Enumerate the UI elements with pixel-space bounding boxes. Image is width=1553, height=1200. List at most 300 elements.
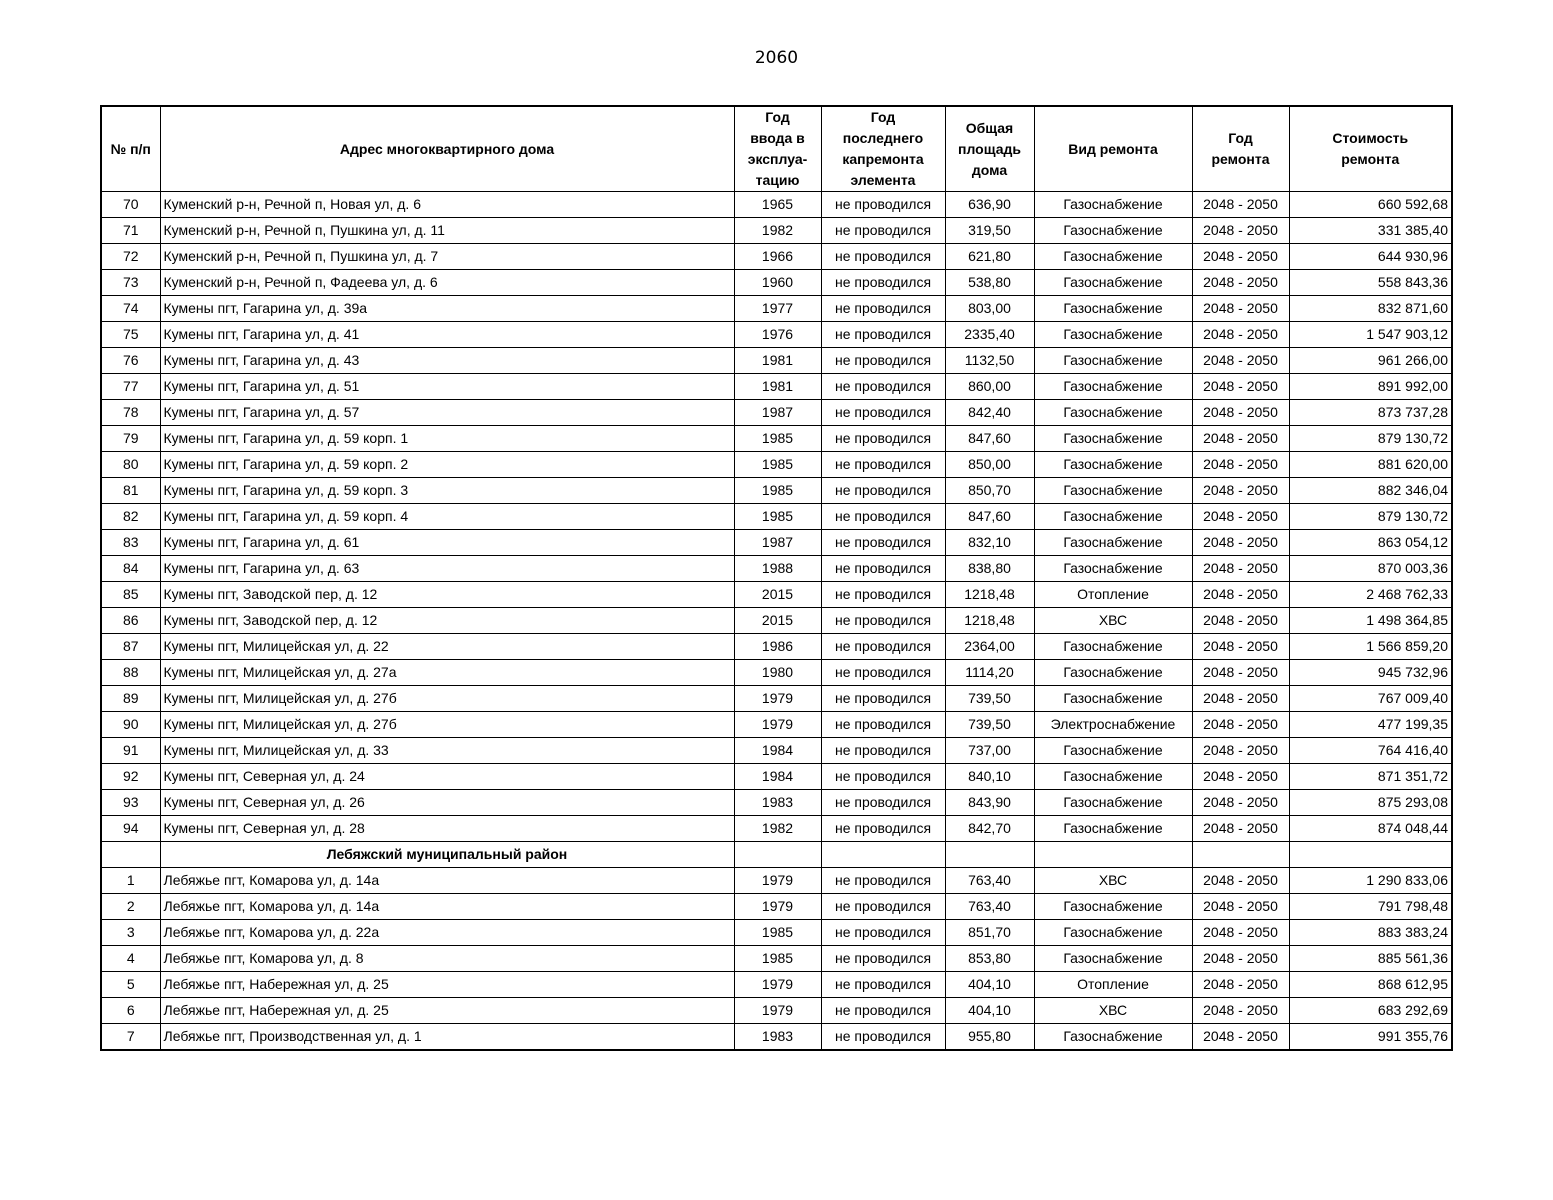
cell-repair-year: 2048 - 2050	[1192, 374, 1289, 400]
cell-num: 83	[101, 530, 160, 556]
cell-cost: 883 383,24	[1289, 920, 1452, 946]
cell-cost: 882 346,04	[1289, 478, 1452, 504]
table-row	[101, 374, 1452, 400]
cell-address: Лебяжье пгт, Набережная ул, д. 25	[160, 998, 734, 1024]
cell-year-built: 1985	[734, 452, 821, 478]
cell-repair-type: Газоснабжение	[1034, 400, 1192, 426]
cell-cost: 683 292,69	[1289, 998, 1452, 1024]
cell-repair-type: Газоснабжение	[1034, 816, 1192, 842]
cell-num: 74	[101, 296, 160, 322]
cell-cost: 1 498 364,85	[1289, 608, 1452, 634]
cell-repair-type: Газоснабжение	[1034, 504, 1192, 530]
cell-last-repair: не проводился	[821, 998, 945, 1024]
cell-repair-type: Газоснабжение	[1034, 218, 1192, 244]
cell-area: 850,00	[945, 452, 1034, 478]
table-row	[101, 452, 1452, 478]
table-row	[101, 608, 1452, 634]
cell-repair-year: 2048 - 2050	[1192, 868, 1289, 894]
cell-area: 840,10	[945, 764, 1034, 790]
cell-year-built: 1985	[734, 946, 821, 972]
table-row	[101, 504, 1452, 530]
empty-cell	[734, 842, 821, 868]
cell-year-built: 1982	[734, 816, 821, 842]
cell-address: Кумены пгт, Гагарина ул, д. 59 корп. 3	[160, 478, 734, 504]
cell-cost: 1 566 859,20	[1289, 634, 1452, 660]
cell-year-built: 1960	[734, 270, 821, 296]
table-row	[101, 400, 1452, 426]
cell-repair-type: ХВС	[1034, 868, 1192, 894]
table-row	[101, 348, 1452, 374]
cell-repair-year: 2048 - 2050	[1192, 660, 1289, 686]
cell-repair-year: 2048 - 2050	[1192, 686, 1289, 712]
cell-num: 94	[101, 816, 160, 842]
table-row	[101, 1024, 1452, 1051]
cell-cost: 891 992,00	[1289, 374, 1452, 400]
cell-repair-year: 2048 - 2050	[1192, 270, 1289, 296]
cell-repair-type: Газоснабжение	[1034, 660, 1192, 686]
cell-repair-type: ХВС	[1034, 998, 1192, 1024]
cell-cost: 874 048,44	[1289, 816, 1452, 842]
cell-year-built: 1979	[734, 686, 821, 712]
cell-last-repair: не проводился	[821, 868, 945, 894]
repair-register-table	[100, 105, 1453, 1051]
cell-repair-type: Газоснабжение	[1034, 920, 1192, 946]
cell-address: Кумены пгт, Гагарина ул, д. 61	[160, 530, 734, 556]
header-line: последнего	[842, 130, 924, 146]
cell-repair-year: 2048 - 2050	[1192, 998, 1289, 1024]
page-number: 2060	[754, 48, 799, 68]
cell-repair-type: Газоснабжение	[1034, 946, 1192, 972]
section-row	[101, 842, 1452, 868]
empty-cell	[1192, 842, 1289, 868]
header-cost	[1289, 106, 1452, 192]
cell-repair-type: Газоснабжение	[1034, 764, 1192, 790]
cell-num: 85	[101, 582, 160, 608]
cell-num: 91	[101, 738, 160, 764]
cell-area: 832,10	[945, 530, 1034, 556]
cell-last-repair: не проводился	[821, 582, 945, 608]
cell-last-repair: не проводился	[821, 426, 945, 452]
cell-cost: 791 798,48	[1289, 894, 1452, 920]
empty-cell	[1034, 842, 1192, 868]
header-line: тацию	[755, 172, 800, 188]
cell-num: 84	[101, 556, 160, 582]
table-row	[101, 270, 1452, 296]
cell-cost: 879 130,72	[1289, 426, 1452, 452]
table-row	[101, 998, 1452, 1024]
cell-area: 803,00	[945, 296, 1034, 322]
cell-area: 636,90	[945, 192, 1034, 218]
table-row	[101, 686, 1452, 712]
cell-repair-year: 2048 - 2050	[1192, 478, 1289, 504]
header-line: Год	[765, 109, 790, 125]
cell-repair-year: 2048 - 2050	[1192, 244, 1289, 270]
cell-repair-type: Газоснабжение	[1034, 686, 1192, 712]
header-line: капремонта	[842, 151, 924, 167]
cell-cost: 945 732,96	[1289, 660, 1452, 686]
cell-repair-year: 2048 - 2050	[1192, 452, 1289, 478]
header-line: площадь	[958, 140, 1021, 157]
cell-last-repair: не проводился	[821, 322, 945, 348]
cell-repair-year: 2048 - 2050	[1192, 504, 1289, 530]
cell-area: 853,80	[945, 946, 1034, 972]
cell-num: 79	[101, 426, 160, 452]
cell-year-built: 1984	[734, 764, 821, 790]
cell-cost: 660 592,68	[1289, 192, 1452, 218]
cell-cost: 881 620,00	[1289, 452, 1452, 478]
cell-address: Кумены пгт, Гагарина ул, д. 59 корп. 1	[160, 426, 734, 452]
cell-repair-type: Отопление	[1034, 972, 1192, 998]
cell-area: 1218,48	[945, 582, 1034, 608]
table-row	[101, 192, 1452, 218]
cell-repair-type: ХВС	[1034, 608, 1192, 634]
cell-repair-year: 2048 - 2050	[1192, 530, 1289, 556]
header-line: ремонта	[1341, 151, 1400, 167]
cell-area: 955,80	[945, 1024, 1034, 1051]
cell-repair-type: Газоснабжение	[1034, 426, 1192, 452]
header-line: ремонта	[1211, 151, 1270, 167]
cell-repair-year: 2048 - 2050	[1192, 634, 1289, 660]
cell-address: Кумены пгт, Гагарина ул, д. 63	[160, 556, 734, 582]
table-row	[101, 816, 1452, 842]
cell-year-built: 1979	[734, 894, 821, 920]
cell-num: 86	[101, 608, 160, 634]
header-line: ввода в	[750, 130, 805, 146]
cell-repair-year: 2048 - 2050	[1192, 920, 1289, 946]
cell-area: 739,50	[945, 712, 1034, 738]
cell-last-repair: не проводился	[821, 894, 945, 920]
cell-num: 1	[101, 868, 160, 894]
cell-last-repair: не проводился	[821, 686, 945, 712]
cell-year-built: 1979	[734, 868, 821, 894]
empty-cell	[821, 842, 945, 868]
cell-repair-type: Газоснабжение	[1034, 322, 1192, 348]
cell-area: 847,60	[945, 426, 1034, 452]
cell-year-built: 1979	[734, 972, 821, 998]
cell-last-repair: не проводился	[821, 764, 945, 790]
cell-num: 92	[101, 764, 160, 790]
cell-area: 1218,48	[945, 608, 1034, 634]
cell-last-repair: не проводился	[821, 530, 945, 556]
cell-repair-year: 2048 - 2050	[1192, 400, 1289, 426]
cell-address: Кумены пгт, Милицейская ул, д. 27а	[160, 660, 734, 686]
table-row	[101, 790, 1452, 816]
cell-last-repair: не проводился	[821, 270, 945, 296]
table-row	[101, 738, 1452, 764]
empty-cell	[1289, 842, 1452, 868]
cell-cost: 1 290 833,06	[1289, 868, 1452, 894]
cell-last-repair: не проводился	[821, 478, 945, 504]
cell-address: Кумены пгт, Северная ул, д. 28	[160, 816, 734, 842]
cell-address: Лебяжье пгт, Производственная ул, д. 1	[160, 1024, 734, 1051]
cell-address: Кумены пгт, Гагарина ул, д. 57	[160, 400, 734, 426]
cell-repair-type: Электроснабжение	[1034, 712, 1192, 738]
table-row	[101, 296, 1452, 322]
cell-repair-type: Газоснабжение	[1034, 296, 1192, 322]
table-row	[101, 530, 1452, 556]
cell-repair-type: Газоснабжение	[1034, 478, 1192, 504]
cell-num: 82	[101, 504, 160, 530]
cell-area: 860,00	[945, 374, 1034, 400]
cell-address: Кумены пгт, Заводской пер, д. 12	[160, 582, 734, 608]
cell-num: 70	[101, 192, 160, 218]
cell-cost: 832 871,60	[1289, 296, 1452, 322]
cell-year-built: 1982	[734, 218, 821, 244]
cell-cost: 644 930,96	[1289, 244, 1452, 270]
table-row	[101, 426, 1452, 452]
cell-repair-year: 2048 - 2050	[1192, 556, 1289, 582]
cell-repair-year: 2048 - 2050	[1192, 426, 1289, 452]
cell-year-built: 1987	[734, 530, 821, 556]
cell-address: Куменский р-н, Речной п, Пушкина ул, д. 11	[160, 218, 734, 244]
cell-cost: 2 468 762,33	[1289, 582, 1452, 608]
cell-repair-type: Газоснабжение	[1034, 244, 1192, 270]
cell-repair-year: 2048 - 2050	[1192, 738, 1289, 764]
cell-repair-type: Газоснабжение	[1034, 738, 1192, 764]
header-last-repair	[821, 106, 945, 192]
header-line: Стоимость	[1332, 130, 1409, 146]
empty-cell	[101, 842, 160, 868]
table-row	[101, 764, 1452, 790]
cell-last-repair: не проводился	[821, 348, 945, 374]
cell-repair-type: Газоснабжение	[1034, 556, 1192, 582]
cell-num: 75	[101, 322, 160, 348]
cell-address: Кумены пгт, Гагарина ул, д. 59 корп. 4	[160, 504, 734, 530]
cell-num: 6	[101, 998, 160, 1024]
cell-area: 851,70	[945, 920, 1034, 946]
cell-cost: 331 385,40	[1289, 218, 1452, 244]
table-row	[101, 946, 1452, 972]
cell-num: 89	[101, 686, 160, 712]
header-row	[101, 106, 1452, 192]
cell-year-built: 1979	[734, 712, 821, 738]
cell-last-repair: не проводился	[821, 400, 945, 426]
cell-year-built: 1980	[734, 660, 821, 686]
cell-cost: 873 737,28	[1289, 400, 1452, 426]
cell-year-built: 1984	[734, 738, 821, 764]
header-line: элемента	[850, 172, 916, 188]
cell-repair-year: 2048 - 2050	[1192, 894, 1289, 920]
cell-num: 7	[101, 1024, 160, 1051]
cell-year-built: 1977	[734, 296, 821, 322]
cell-cost: 863 054,12	[1289, 530, 1452, 556]
cell-area: 1132,50	[945, 348, 1034, 374]
cell-area: 842,40	[945, 400, 1034, 426]
cell-area: 763,40	[945, 868, 1034, 894]
cell-last-repair: не проводился	[821, 738, 945, 764]
cell-repair-year: 2048 - 2050	[1192, 296, 1289, 322]
table-row	[101, 660, 1452, 686]
cell-repair-year: 2048 - 2050	[1192, 608, 1289, 634]
cell-year-built: 1981	[734, 374, 821, 400]
cell-year-built: 1965	[734, 192, 821, 218]
cell-address: Кумены пгт, Гагарина ул, д. 51	[160, 374, 734, 400]
cell-area: 2335,40	[945, 322, 1034, 348]
cell-area: 763,40	[945, 894, 1034, 920]
cell-address: Кумены пгт, Гагарина ул, д. 43	[160, 348, 734, 374]
cell-last-repair: не проводился	[821, 972, 945, 998]
cell-cost: 871 351,72	[1289, 764, 1452, 790]
cell-num: 78	[101, 400, 160, 426]
cell-year-built: 1981	[734, 348, 821, 374]
cell-repair-type: Газоснабжение	[1034, 634, 1192, 660]
header-repair-type: Вид ремонта	[1034, 106, 1192, 192]
cell-num: 72	[101, 244, 160, 270]
cell-address: Кумены пгт, Гагарина ул, д. 59 корп. 2	[160, 452, 734, 478]
cell-repair-year: 2048 - 2050	[1192, 348, 1289, 374]
cell-address: Кумены пгт, Гагарина ул, д. 41	[160, 322, 734, 348]
cell-year-built: 1979	[734, 998, 821, 1024]
cell-address: Кумены пгт, Гагарина ул, д. 39а	[160, 296, 734, 322]
cell-repair-type: Газоснабжение	[1034, 270, 1192, 296]
cell-last-repair: не проводился	[821, 504, 945, 530]
cell-area: 737,00	[945, 738, 1034, 764]
cell-address: Куменский р-н, Речной п, Фадеева ул, д. 6	[160, 270, 734, 296]
cell-last-repair: не проводился	[821, 790, 945, 816]
header-line: Год	[870, 109, 896, 125]
cell-num: 87	[101, 634, 160, 660]
header-line: дома	[971, 161, 1008, 178]
table-row	[101, 582, 1452, 608]
table-row	[101, 322, 1452, 348]
cell-repair-type: Газоснабжение	[1034, 530, 1192, 556]
header-line: эксплуа-	[747, 151, 808, 167]
cell-address: Лебяжье пгт, Комарова ул, д. 14а	[160, 868, 734, 894]
header-address: Адрес многоквартирного дома	[160, 106, 734, 192]
cell-year-built: 1983	[734, 790, 821, 816]
cell-num: 80	[101, 452, 160, 478]
cell-repair-type: Отопление	[1034, 582, 1192, 608]
cell-last-repair: не проводился	[821, 218, 945, 244]
cell-address: Лебяжье пгт, Комарова ул, д. 8	[160, 946, 734, 972]
cell-repair-year: 2048 - 2050	[1192, 712, 1289, 738]
cell-last-repair: не проводился	[821, 816, 945, 842]
cell-num: 77	[101, 374, 160, 400]
table-row	[101, 972, 1452, 998]
cell-address: Кумены пгт, Северная ул, д. 26	[160, 790, 734, 816]
cell-area: 838,80	[945, 556, 1034, 582]
cell-num: 4	[101, 946, 160, 972]
cell-repair-year: 2048 - 2050	[1192, 946, 1289, 972]
cell-area: 319,50	[945, 218, 1034, 244]
cell-cost: 767 009,40	[1289, 686, 1452, 712]
cell-repair-year: 2048 - 2050	[1192, 972, 1289, 998]
header-line: Год	[1228, 130, 1253, 146]
cell-num: 90	[101, 712, 160, 738]
cell-year-built: 1985	[734, 920, 821, 946]
header-area	[945, 106, 1034, 192]
cell-address: Кумены пгт, Милицейская ул, д. 22	[160, 634, 734, 660]
cell-num: 5	[101, 972, 160, 998]
cell-year-built: 1988	[734, 556, 821, 582]
cell-year-built: 1985	[734, 426, 821, 452]
cell-repair-year: 2048 - 2050	[1192, 790, 1289, 816]
cell-address: Куменский р-н, Речной п, Пушкина ул, д. 7	[160, 244, 734, 270]
cell-repair-type: Газоснабжение	[1034, 1024, 1192, 1051]
cell-last-repair: не проводился	[821, 660, 945, 686]
cell-repair-type: Газоснабжение	[1034, 452, 1192, 478]
header-num: № п/п	[101, 106, 160, 192]
cell-num: 88	[101, 660, 160, 686]
table-row	[101, 478, 1452, 504]
cell-repair-type: Газоснабжение	[1034, 192, 1192, 218]
cell-num: 76	[101, 348, 160, 374]
cell-cost: 558 843,36	[1289, 270, 1452, 296]
cell-address: Куменский р-н, Речной п, Новая ул, д. 6	[160, 192, 734, 218]
cell-address: Кумены пгт, Милицейская ул, д. 27б	[160, 686, 734, 712]
cell-num: 2	[101, 894, 160, 920]
cell-cost: 764 416,40	[1289, 738, 1452, 764]
cell-last-repair: не проводился	[821, 244, 945, 270]
cell-cost: 870 003,36	[1289, 556, 1452, 582]
table-body	[101, 192, 1452, 1051]
cell-address: Кумены пгт, Милицейская ул, д. 33	[160, 738, 734, 764]
cell-area: 1114,20	[945, 660, 1034, 686]
cell-area: 621,80	[945, 244, 1034, 270]
table-row	[101, 244, 1452, 270]
cell-cost: 991 355,76	[1289, 1024, 1452, 1051]
cell-year-built: 1986	[734, 634, 821, 660]
cell-last-repair: не проводился	[821, 1024, 945, 1051]
cell-last-repair: не проводился	[821, 192, 945, 218]
cell-repair-type: Газоснабжение	[1034, 790, 1192, 816]
cell-cost: 868 612,95	[1289, 972, 1452, 998]
cell-address: Кумены пгт, Милицейская ул, д. 27б	[160, 712, 734, 738]
cell-last-repair: не проводился	[821, 374, 945, 400]
cell-area: 843,90	[945, 790, 1034, 816]
cell-last-repair: не проводился	[821, 608, 945, 634]
header-year-built	[734, 106, 821, 192]
cell-year-built: 1985	[734, 478, 821, 504]
cell-area: 739,50	[945, 686, 1034, 712]
cell-address: Лебяжье пгт, Комарова ул, д. 22а	[160, 920, 734, 946]
cell-repair-year: 2048 - 2050	[1192, 192, 1289, 218]
cell-address: Лебяжье пгт, Набережная ул, д. 25	[160, 972, 734, 998]
cell-cost: 1 547 903,12	[1289, 322, 1452, 348]
cell-last-repair: не проводился	[821, 920, 945, 946]
cell-year-built: 1966	[734, 244, 821, 270]
cell-area: 842,70	[945, 816, 1034, 842]
cell-cost: 961 266,00	[1289, 348, 1452, 374]
cell-num: 81	[101, 478, 160, 504]
cell-repair-year: 2048 - 2050	[1192, 582, 1289, 608]
cell-year-built: 1987	[734, 400, 821, 426]
cell-last-repair: не проводился	[821, 946, 945, 972]
cell-repair-year: 2048 - 2050	[1192, 322, 1289, 348]
cell-address: Кумены пгт, Заводской пер, д. 12	[160, 608, 734, 634]
cell-last-repair: не проводился	[821, 556, 945, 582]
table-row	[101, 218, 1452, 244]
cell-last-repair: не проводился	[821, 634, 945, 660]
cell-cost: 885 561,36	[1289, 946, 1452, 972]
cell-cost: 875 293,08	[1289, 790, 1452, 816]
cell-cost: 477 199,35	[1289, 712, 1452, 738]
cell-last-repair: не проводился	[821, 712, 945, 738]
cell-year-built: 1976	[734, 322, 821, 348]
cell-repair-type: Газоснабжение	[1034, 374, 1192, 400]
empty-cell	[945, 842, 1034, 868]
cell-year-built: 1985	[734, 504, 821, 530]
table-row	[101, 920, 1452, 946]
cell-repair-year: 2048 - 2050	[1192, 816, 1289, 842]
cell-area: 538,80	[945, 270, 1034, 296]
cell-num: 3	[101, 920, 160, 946]
cell-repair-year: 2048 - 2050	[1192, 1024, 1289, 1051]
header-line: Общая	[965, 119, 1014, 136]
section-title: Лебяжский муниципальный район	[160, 842, 734, 868]
cell-area: 850,70	[945, 478, 1034, 504]
cell-repair-year: 2048 - 2050	[1192, 764, 1289, 790]
